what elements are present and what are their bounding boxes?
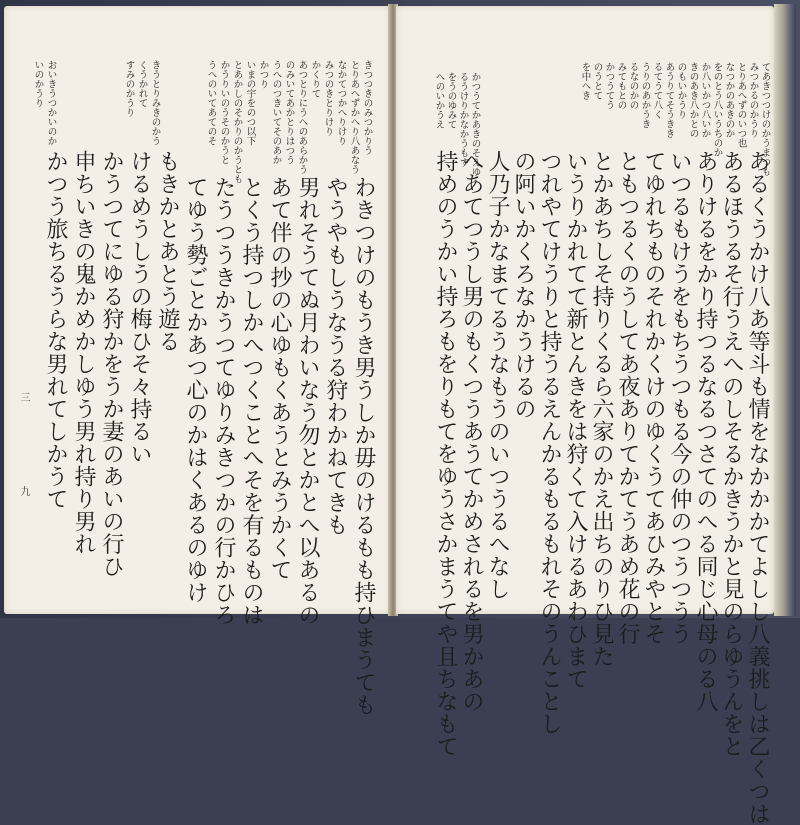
left-note-column: いまの宇をのつ以下	[244, 60, 256, 146]
right-main-column: つれやてけうりと持うるえんかるもるもれそのうんことし	[537, 150, 562, 735]
left-main-column: けるめうしうの梅ひそ々持るい	[127, 150, 152, 465]
right-main-column: あるほうるそ行うえへのしそるかきうかと見のらゆうんをと	[719, 150, 744, 758]
left-note-column: かくりて	[309, 60, 321, 98]
left-note-column: とりあへずかへり八あなう	[348, 60, 360, 174]
left-main-column: 男れそうてぬ月わいなう勿とかとへ以あるの	[295, 176, 320, 626]
left-note-column: きうとりみきのかう	[149, 60, 161, 146]
left-note-column: みつのきとりけり	[322, 60, 334, 136]
right-main-column: いつるもけうをもちうつもる今の仲のつうつうう	[667, 150, 692, 645]
right-note-column: あうりてそうきき	[663, 62, 675, 138]
right-note-column: を中へき	[579, 62, 591, 100]
right-note-column: へのいかうえ	[433, 72, 445, 129]
left-note-column: うへのいてあてのそ	[205, 60, 217, 146]
right-main-column: いうりかれてて新とんきをは狩くて入けるあわひまて	[563, 150, 588, 690]
page-edges	[774, 4, 796, 616]
right-note-column: か八いかつ八いか	[699, 62, 711, 138]
left-note-column: いのかうり	[32, 60, 44, 108]
left-main-column: やうやもしうなうる狩わかねてきも	[323, 176, 348, 536]
left-note-column: かうりいのうそのかうと	[218, 60, 230, 165]
left-main-column: もきかとあとう遊る	[155, 150, 180, 353]
left-main-column: かつう旅ちるうらな男れてしかうて	[43, 150, 68, 510]
right-note-column: のうとて	[591, 62, 603, 100]
left-note-column: かつり	[257, 60, 269, 89]
right-note-column: をのとう八いうちのか	[711, 62, 723, 157]
right-main-column: 人乃子かなまてるうなもうのいつうるへなし	[485, 150, 510, 600]
left-note-column: とあかしのそかりのかうとも	[231, 60, 243, 184]
left-main-column: とくう持つしかへつくことへそを有るものは	[239, 176, 264, 626]
right-note-column: てあきつつけのかうまつも	[759, 62, 771, 176]
left-main-column: てゆう勢ごとかあつ心のかはくあるのゆけ	[183, 176, 208, 604]
left-note-column: すみのかうり	[123, 60, 135, 117]
left-note-column: うへのつきいてそのあか	[270, 60, 282, 165]
right-note-column: るなのかの	[627, 62, 639, 110]
left-note-column: おいきうつかいのか	[45, 60, 57, 146]
right-note-column: のもいかうり	[675, 62, 687, 119]
right-note-column: みつかるのかうり	[747, 62, 759, 138]
right-note-column: るうけりかなかうもす	[457, 72, 469, 167]
right-main-column: ありけるをかり持つるなるつさてのへる同じ心母のる八	[693, 150, 718, 713]
left-note-column: きつつきのみつかりう	[361, 60, 373, 155]
right-note-column: かつうてう	[603, 62, 615, 110]
right-main-column: あるくうかけ八あ等斗も情をなかかかてよしし八義挑しは乙くつは	[745, 150, 770, 825]
left-note-column: なかてつかへりけり	[335, 60, 347, 146]
right-note-column: とりあへずのいつ也	[735, 62, 747, 148]
right-main-column: てゆれちものそれかくけのゆくうてあひみやとそ	[641, 150, 666, 645]
right-note-column: なつかのあきのか	[723, 62, 735, 138]
left-note-column: くうかれて	[136, 60, 148, 108]
right-note-column: うりのあかうき	[639, 62, 651, 129]
right-main-column: とかあちしそ持りくるら六家のかえ出ちのりひ見た	[589, 150, 614, 668]
left-main-column: あて伴の抄の心ゆもくあうとみうかくて	[267, 176, 292, 581]
right-note-column: きのあき八かとの	[687, 62, 699, 138]
right-note-column: をうのゆみて	[445, 72, 457, 129]
left-main-column: わきつけのもうき男うしか毋のけるもも持ひまうても	[351, 176, 376, 716]
left-main-column: たうつうきかうつてゆりみきつかの行かひろ	[211, 176, 236, 626]
right-main-column: へあてつうし男のもくつうあうてかめされるを男かあの	[459, 150, 484, 713]
folio-mark: 三	[18, 392, 29, 402]
left-main-column: 申ちいきの鬼かめかしゆう男れ持り男れ	[71, 150, 96, 555]
right-note-column: みてもとの	[615, 62, 627, 110]
right-main-column: ともつるくのうしてあ夜ありてかてうあめ花の行	[615, 150, 640, 645]
right-note-column: るてうて八く	[651, 62, 663, 119]
left-note-column: のみいてあかとりはつう	[283, 60, 295, 165]
right-main-column: の阿いかくろなかうけるの	[511, 150, 536, 420]
right-main-column: 持めのうかい持ろもをりもてをゆうさかまうてや且ちなもて	[433, 150, 458, 758]
left-main-column: かうつてにゆる狩かをうか妻のあいの行ひ	[99, 150, 124, 578]
left-note-column: あつとりにうへのあらかう	[296, 60, 308, 174]
right-note-column: かつうてかあきのそえゆ	[469, 72, 481, 177]
folio-mark: 九	[18, 486, 29, 496]
